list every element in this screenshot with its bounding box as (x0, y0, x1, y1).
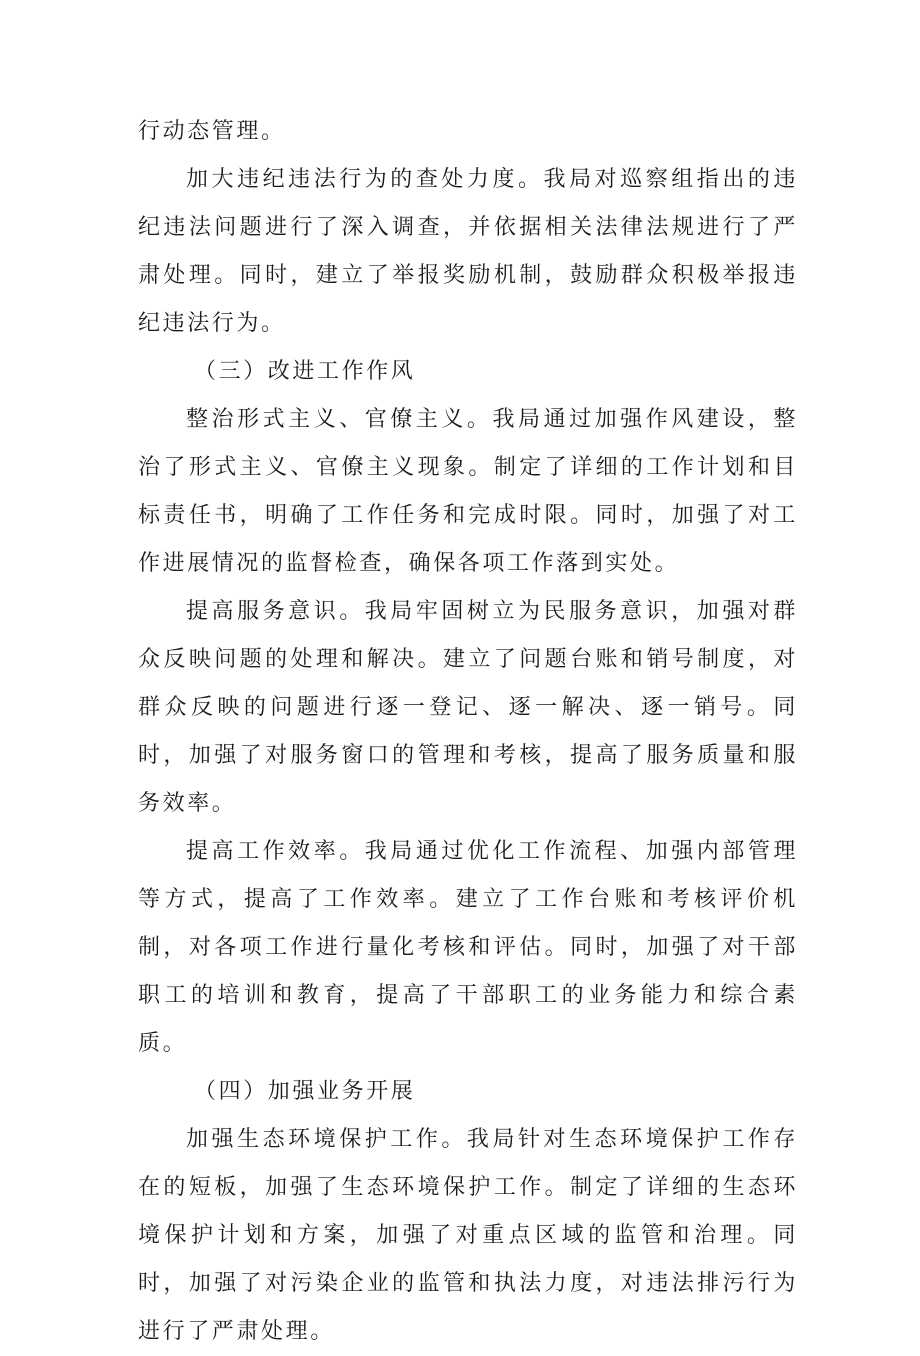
paragraph-formalism-rectification: 整治形式主义、官僚主义。我局通过加强作风建设，整治了形式主义、官僚主义现象。制定了详细的工作计划和目标责任书，明确了工作任务和完成时限。同时，加强了对工作进展情况的监督检查，确保各项工作落到实处。 (138, 407, 798, 576)
section-heading-strengthen-business: （四）加强业务开展 (194, 1079, 416, 1104)
section-heading-improve-work-style: （三）改进工作作风 (194, 359, 416, 384)
paragraph-service-awareness: 提高服务意识。我局牢固树立为民服务意识，加强对群众反映问题的处理和解决。建立了问题台账和销号制度，对群众反映的问题进行逐一登记、逐一解决、逐一销号。同时，加强了对服务窗口的管理和考核，提高了服务质量和服务效率。 (138, 599, 798, 816)
paragraph-continuation: 行动态管理。 (138, 119, 286, 144)
paragraph-eco-protection: 加强生态环境保护工作。我局针对生态环境保护工作存在的短板，加强了生态环境保护工作。制定了详细的生态环境保护计划和方案，加强了对重点区域的监管和治理。同时，加强了对污染企业的监管和执法力度，对违法排污行为进行了严肃处理。 (138, 1127, 798, 1344)
paragraph-work-efficiency: 提高工作效率。我局通过优化工作流程、加强内部管理等方式，提高了工作效率。建立了工作台账和考核评价机制，对各项工作进行量化考核和评估。同时，加强了对干部职工的培训和教育，提高了干部职工的业务能力和综合素质。 (138, 839, 798, 1056)
document-body (138, 108, 798, 1356)
paragraph-violation-handling: 加大违纪违法行为的查处力度。我局对巡察组指出的违纪违法问题进行了深入调查，并依据相关法律法规进行了严肃处理。同时，建立了举报奖励机制，鼓励群众积极举报违纪违法行为。 (138, 167, 798, 336)
